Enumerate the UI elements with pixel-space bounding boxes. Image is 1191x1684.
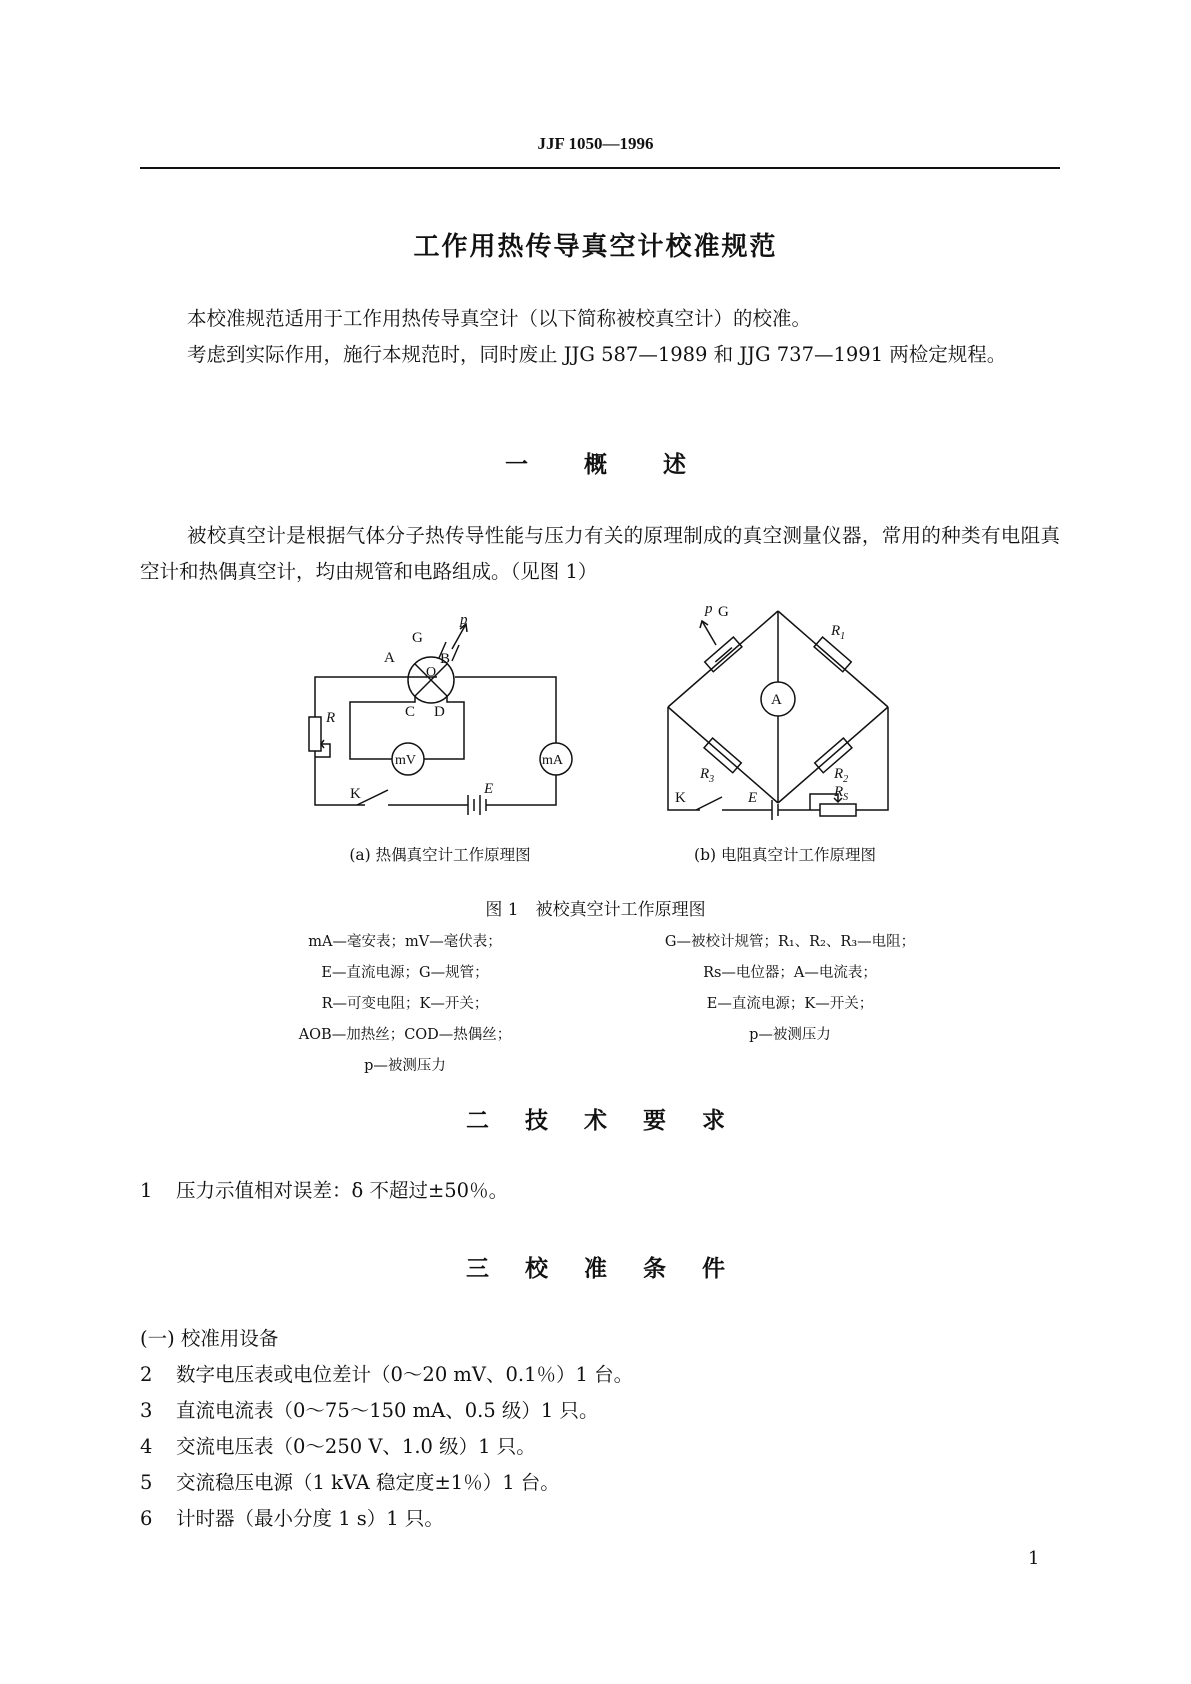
- page-number: 1: [1028, 1548, 1040, 1569]
- figure-a-caption: (a) 热偶真空计工作原理图: [349, 846, 531, 864]
- figure-b-caption: (b) 电阻真空计工作原理图: [694, 846, 876, 864]
- header-rule: [140, 167, 1060, 169]
- label-d: D: [434, 704, 445, 720]
- label-k-b: K: [675, 790, 686, 806]
- label-r: R: [326, 710, 336, 726]
- overview-paragraph: 被校真空计是根据气体分子热传导性能与压力有关的原理制成的真空测量仪器，常用的种类有电阻真空计和热偶真空计，均由规管和电路组成。（见图 1）: [140, 524, 1060, 583]
- equipment-item-2: 2 数字电压表或电位差计（0～20 mV、0.1％）1 台。: [140, 1363, 634, 1386]
- label-g: G: [412, 630, 423, 646]
- label-e: E: [484, 781, 494, 797]
- label-k: K: [350, 786, 361, 802]
- label-b: B: [440, 651, 451, 667]
- label-p: p: [460, 612, 468, 628]
- equipment-item-6: 6 计时器（最小分度 1 s）1 只。: [140, 1507, 444, 1530]
- equipment-item-3: 3 直流电流表（0～75～150 mA、0.5 级）1 只。: [140, 1399, 599, 1422]
- label-e-b: E: [748, 790, 758, 806]
- page-title: 工作用热传导真空计校准规范: [413, 232, 778, 262]
- requirement-item-1: 1 压力示值相对误差：δ 不超过±50％。: [140, 1179, 509, 1202]
- label-r1: $R_1$: [831, 623, 846, 642]
- label-ma: mA: [542, 753, 563, 768]
- label-a: A: [384, 650, 395, 666]
- figure-b-legend: G—被校计规管；R₁、R₂、R₃—电阻； Rs—电位器；A—电流表； E—直流电源；K—开关； p—被测压力: [664, 934, 916, 1043]
- label-g-b: G: [718, 604, 729, 620]
- figure-b-resistance-bridge: [660, 595, 900, 830]
- section-heading-technical-requirements: 二 技 术 要 求: [466, 1108, 725, 1134]
- label-p-b: p: [705, 601, 713, 617]
- label-c: C: [405, 704, 416, 720]
- label-a-b: A: [771, 692, 782, 708]
- figure-a-thermocouple-circuit: [300, 612, 580, 827]
- label-mv: mV: [395, 753, 416, 768]
- intro-paragraph-1: 本校准规范适用于工作用热传导真空计（以下简称被校真空计）的校准。: [187, 307, 812, 330]
- subsection-heading-equipment: (一) 校准用设备: [140, 1327, 279, 1350]
- label-r2: $R_2$: [834, 766, 849, 785]
- section-heading-calibration-conditions: 三 校 准 条 件: [466, 1256, 725, 1282]
- label-rs: $R_S$: [834, 784, 849, 803]
- figure-title: 图 1 被校真空计工作原理图: [485, 900, 706, 920]
- intro-paragraph-2: 考虑到实际作用，施行本规范时，同时废止 JJG 587—1989 和 JJG 737—1991 两检定规程。: [187, 343, 1007, 366]
- figure-a-legend: mA—毫安表；mV—毫伏表； E—直流电源；G—规管； R—可变电阻；K—开关； AOB—加热丝；COD—热偶丝； p—被测压力: [298, 934, 512, 1074]
- equipment-item-4: 4 交流电压表（0～250 V、1.0 级）1 只。: [140, 1435, 536, 1458]
- section-heading-overview: 一 概 述: [505, 452, 686, 478]
- label-o: O: [426, 665, 437, 680]
- equipment-item-5: 5 交流稳压电源（1 kVA 稳定度±1％）1 台。: [140, 1471, 560, 1494]
- label-r3: $R_3$: [700, 766, 715, 785]
- document-code-header: JJF 1050—1996: [537, 134, 654, 153]
